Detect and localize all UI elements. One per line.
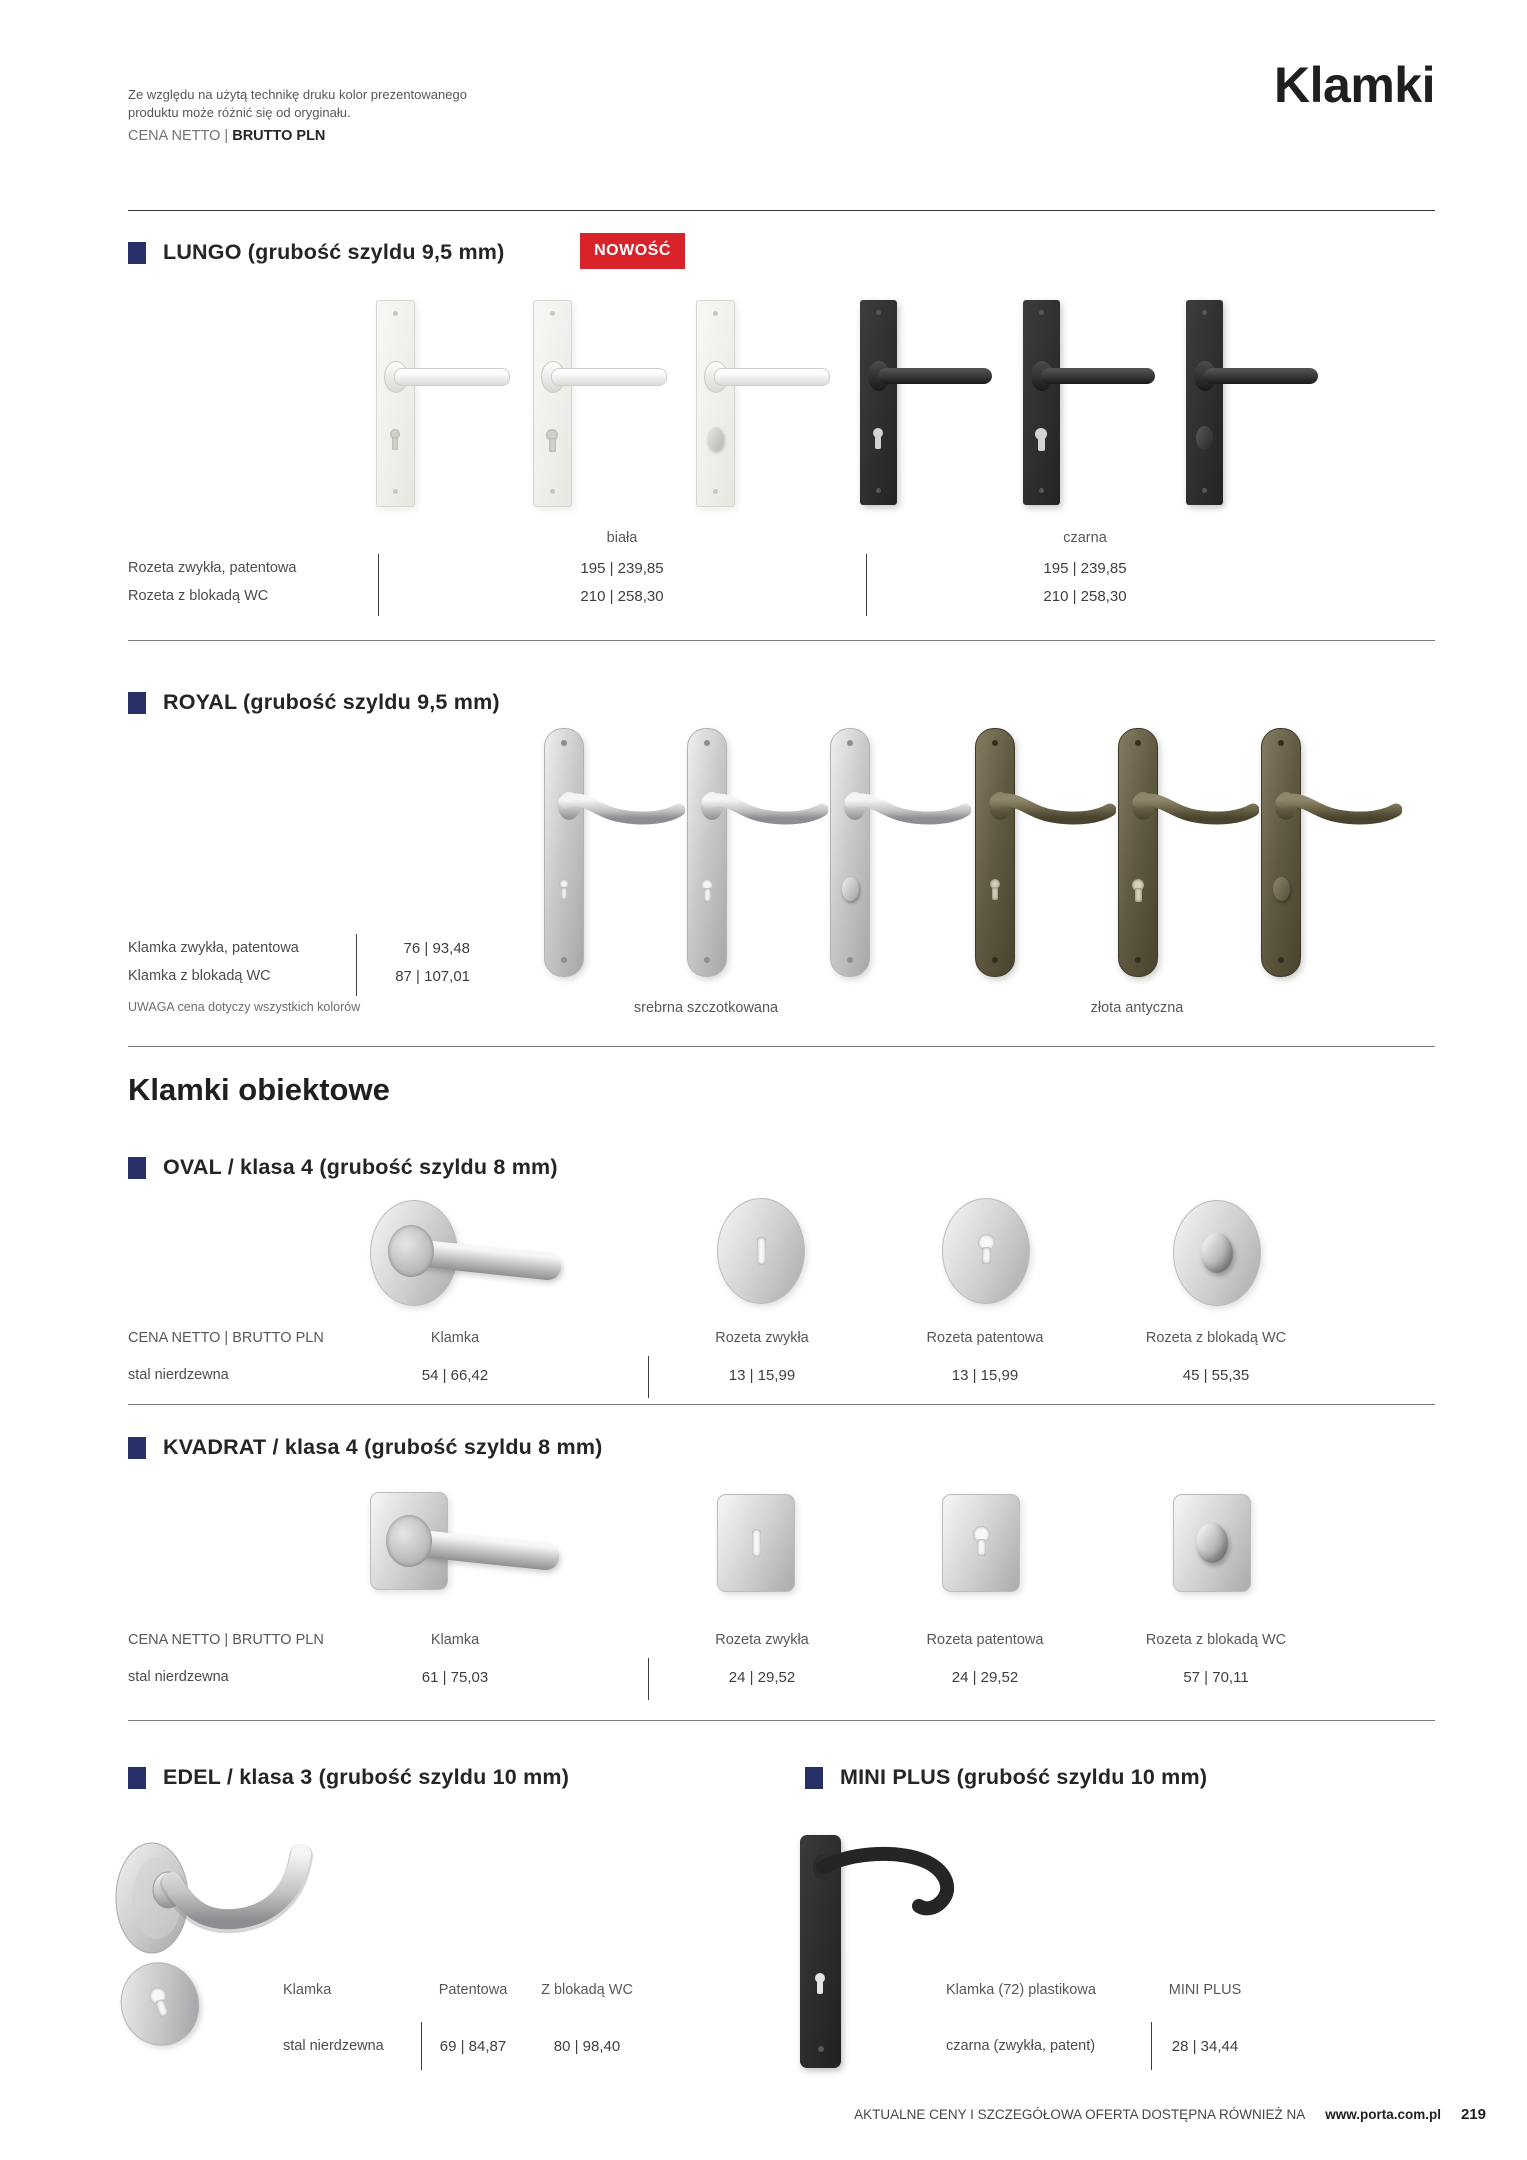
handle-lever <box>1131 786 1259 840</box>
product-lungo-black-wc <box>1186 300 1346 505</box>
section-bullet-icon <box>128 1437 146 1459</box>
product-lungo-black-pz <box>1023 300 1183 505</box>
handle-lever <box>1274 786 1402 840</box>
material-label: stal nierdzewna <box>128 1669 229 1685</box>
footer-text: AKTUALNE CENY I SZCZEGÓŁOWA OFERTA DOSTĘPNA RÓWNIEŻ NA <box>854 2107 1306 2122</box>
section-header-royal <box>128 690 500 715</box>
table-divider <box>378 554 379 616</box>
product-lungo-black-bb <box>860 300 1020 505</box>
group-heading: Klamki obiektowe <box>128 1072 390 1107</box>
price-cell: 24 | 29,52 <box>728 1669 796 1686</box>
product-oval-rozeta-zwykla <box>717 1198 805 1304</box>
price-cell: 76 | 93,48 <box>403 940 470 957</box>
handle-plate <box>533 300 572 507</box>
column-header: Patentowa <box>438 1982 508 1998</box>
handle-plate <box>696 300 735 507</box>
price-cell: 13 | 15,99 <box>728 1367 796 1384</box>
print-disclaimer <box>128 86 467 122</box>
handle-lever <box>843 786 971 840</box>
keyhole-bb-icon <box>752 1529 761 1557</box>
price-cell: 195 | 239,85 <box>1043 560 1127 577</box>
section-header-oval <box>128 1155 558 1180</box>
handle-plate <box>1023 300 1060 505</box>
footer-url-link[interactable]: www.porta.com.pl <box>1325 2107 1441 2122</box>
column-header: Rozeta patentowa <box>926 1330 1044 1346</box>
section-bullet-icon <box>128 692 146 714</box>
section-title-miniplus: MINI PLUS (grubość szyldu 10 mm) <box>840 1765 1208 1789</box>
product-royal-silver-wc <box>830 728 990 975</box>
page-title: Klamki <box>1274 57 1435 113</box>
handle-boss <box>388 1225 434 1277</box>
column-header: Klamka <box>283 1982 332 1998</box>
section-title-oval: OVAL / klasa 4 (grubość szyldu 8 mm) <box>163 1155 558 1179</box>
handle-boss <box>386 1515 432 1567</box>
handle-plate <box>830 728 870 977</box>
row-label: Rozeta zwykła, patentowa <box>128 560 297 576</box>
section-title-lungo: LUNGO (grubość szyldu 9,5 mm) <box>163 240 505 264</box>
table-divider <box>356 934 357 996</box>
handle-plate <box>376 300 415 507</box>
column-header: Rozeta patentowa <box>926 1632 1044 1648</box>
handle-lever <box>714 368 830 386</box>
handle-lever <box>700 786 828 840</box>
section-title-kvadrat: KVADRAT / klasa 4 (grubość szyldu 8 mm) <box>163 1435 603 1459</box>
column-header: Rozeta zwykła <box>715 1330 809 1346</box>
material-label: stal nierdzewna <box>283 2038 384 2054</box>
price-cell: 28 | 34,44 <box>1171 2038 1239 2055</box>
handle-lever <box>557 786 685 840</box>
disclaimer-line2: produktu może różnić się od oryginału. <box>128 105 351 120</box>
price-cell: 61 | 75,03 <box>421 1669 489 1686</box>
handle-plate <box>975 728 1015 977</box>
table-divider <box>866 554 867 616</box>
price-cell: 210 | 258,30 <box>580 588 664 605</box>
section-rule <box>128 1404 1435 1405</box>
column-header: Klamka <box>430 1632 480 1648</box>
price-header: CENA NETTO | BRUTTO PLN <box>128 1632 324 1648</box>
section-bullet-icon <box>128 242 146 264</box>
price-cell: 80 | 98,40 <box>553 2038 621 2055</box>
wc-knob-icon <box>1196 1523 1228 1563</box>
price-note-bold: BRUTTO PLN <box>232 128 326 144</box>
header-rule <box>128 210 1435 211</box>
handle-plate <box>1186 300 1223 505</box>
handle-plate <box>687 728 727 977</box>
material-label: stal nierdzewna <box>128 1367 229 1383</box>
material-label: czarna (zwykła, patent) <box>946 2038 1096 2054</box>
price-cell: 69 | 84,87 <box>439 2038 507 2055</box>
section-title-edel: EDEL / klasa 3 (grubość szyldu 10 mm) <box>163 1765 570 1789</box>
product-kvadrat-rozeta-wc <box>1173 1494 1251 1592</box>
handle-lever <box>1041 368 1155 384</box>
column-header: Klamka <box>430 1330 480 1346</box>
column-header: MINI PLUS <box>1168 1982 1242 1998</box>
handle-plate <box>544 728 584 977</box>
page-number: 219 <box>1460 2106 1486 2123</box>
column-header: Rozeta z blokadą WC <box>1145 1330 1287 1346</box>
section-bullet-icon <box>128 1157 146 1179</box>
new-badge: NOWOŚĆ <box>580 233 685 269</box>
product-oval-rozeta-patentowa <box>942 1198 1030 1304</box>
price-header: CENA NETTO | BRUTTO PLN <box>128 1330 324 1346</box>
column-header: Klamka (72) plastikowa <box>946 1982 1096 1998</box>
wc-knob-icon <box>1201 1233 1233 1273</box>
price-cell: 87 | 107,01 <box>395 968 470 985</box>
handle-lever <box>813 1843 968 1923</box>
color-label-antique-gold: złota antyczna <box>1090 1000 1184 1016</box>
product-royal-antique-bb <box>975 728 1135 975</box>
handle-lever <box>988 786 1116 840</box>
handle-lever <box>394 368 510 386</box>
product-lungo-white-bb <box>376 300 536 505</box>
product-royal-antique-wc <box>1261 728 1421 975</box>
row-label: Klamka z blokadą WC <box>128 968 271 984</box>
section-title-royal: ROYAL (grubość szyldu 9,5 mm) <box>163 690 500 714</box>
product-royal-silver-bb <box>544 728 704 975</box>
product-royal-silver-pz <box>687 728 847 975</box>
section-header-lungo <box>128 240 505 265</box>
column-header: Rozeta zwykła <box>715 1632 809 1648</box>
product-edel-klamka <box>110 1828 345 1968</box>
handle-plate <box>1261 728 1301 977</box>
price-cell: 45 | 55,35 <box>1182 1367 1250 1384</box>
handle-plate <box>1118 728 1158 977</box>
row-label: Klamka zwykła, patentowa <box>128 940 299 956</box>
color-label-czarna: czarna <box>1063 530 1107 546</box>
product-royal-antique-pz <box>1118 728 1278 975</box>
table-divider <box>648 1658 649 1700</box>
table-divider <box>648 1356 649 1398</box>
section-header-kvadrat <box>128 1435 603 1460</box>
product-lungo-white-wc <box>696 300 856 505</box>
section-rule <box>128 1720 1435 1721</box>
price-cell: 54 | 66,42 <box>421 1367 489 1384</box>
section-header-miniplus <box>805 1765 1207 1790</box>
disclaimer-line1: Ze względu na użytą technikę druku kolor prezentowanego <box>128 87 467 102</box>
product-oval-rozeta-wc <box>1173 1200 1261 1306</box>
row-label: Rozeta z blokadą WC <box>128 588 269 604</box>
price-cell: 57 | 70,11 <box>1183 1669 1249 1686</box>
price-cell: 13 | 15,99 <box>951 1367 1019 1384</box>
section-rule <box>128 640 1435 641</box>
handle-lever <box>551 368 667 386</box>
section-header-edel <box>128 1765 569 1790</box>
price-note <box>128 128 325 144</box>
handle-lever <box>878 368 992 384</box>
handle-plate <box>860 300 897 505</box>
color-label-biala: biała <box>606 530 638 546</box>
column-header: Z blokadą WC <box>541 1982 633 1998</box>
price-note-light: CENA NETTO | <box>128 128 229 144</box>
handle-lever <box>1204 368 1318 384</box>
product-kvadrat-rozeta-zwykla <box>717 1494 795 1592</box>
price-note-all-colors: UWAGA cena dotyczy wszystkich kolorów <box>128 1000 361 1014</box>
price-cell: 195 | 239,85 <box>580 560 664 577</box>
section-rule <box>128 1046 1435 1047</box>
price-cell: 210 | 258,30 <box>1043 588 1127 605</box>
color-label-silver: srebrna szczotkowana <box>633 1000 779 1016</box>
product-kvadrat-rozeta-patentowa <box>942 1494 1020 1592</box>
column-header: Rozeta z blokadą WC <box>1145 1632 1287 1648</box>
footer <box>854 2106 1486 2123</box>
section-bullet-icon <box>128 1767 146 1789</box>
product-lungo-white-pz <box>533 300 693 505</box>
price-cell: 24 | 29,52 <box>951 1669 1019 1686</box>
keyhole-bb-icon <box>757 1237 766 1265</box>
section-bullet-icon <box>805 1767 823 1789</box>
